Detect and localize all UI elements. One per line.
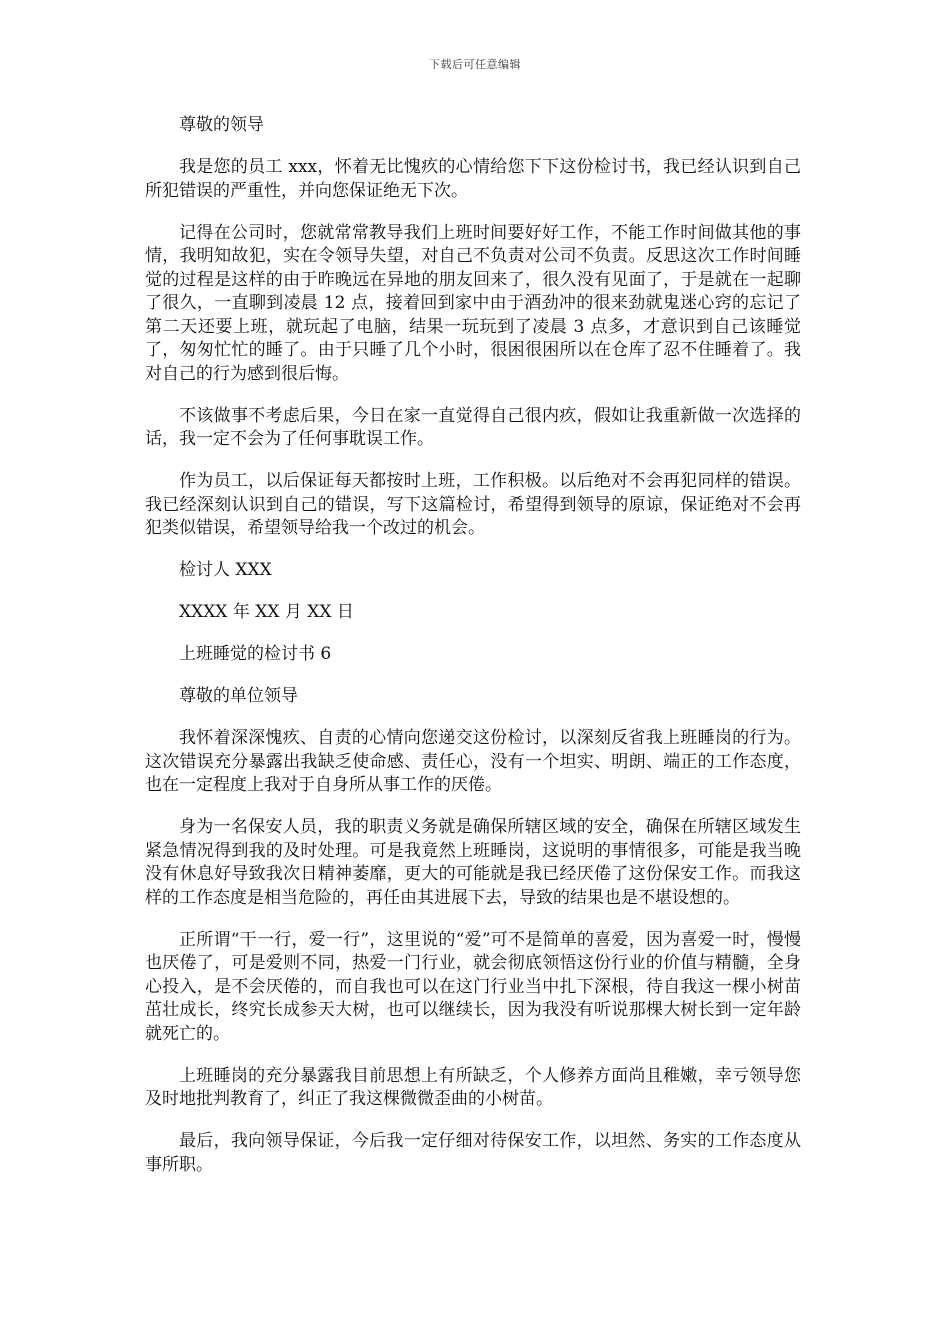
paragraph: 上班睡岗的充分暴露我目前思想上有所缺乏，个人修养方面尚且稚嫩，幸亏领导您及时地批判教育了，纠正了我这棵微微歪曲的小树苗。: [145, 1065, 801, 1109]
salutation: 尊敬的领导: [179, 115, 264, 135]
page-header: 下载后可任意编辑: [429, 58, 521, 71]
paragraph: 不该做事不考虑后果，今日在家一直觉得自己很内疚，假如让我重新做一次选择的话，我一定不会为了任何事耽误工作。: [145, 405, 801, 449]
paragraph: 我怀着深深愧疚、自责的心情向您递交这份检讨，以深刻反省我上班睡岗的行为。这次错误充分暴露出我缺乏使命感、责任心，没有一个坦实、明朗、端正的工作态度，也在一定程度上我对于自身所从事工作的厌倦。: [145, 728, 801, 795]
paragraph: 我是您的员工 xxx，怀着无比愧疚的心情给您下下这份检讨书，我已经认识到自己所犯错误的严重性，并向您保证绝无下次。: [145, 157, 801, 201]
paragraph: 最后，我向领导保证，今后我一定仔细对待保安工作，以坦然、务实的工作态度从事所职。: [145, 1131, 801, 1175]
salutation: 尊敬的单位领导: [179, 686, 298, 706]
paragraph: 身为一名保安人员，我的职责义务就是确保所辖区域的安全，确保在所辖区域发生紧急情况得到我的及时处理。可是我竟然上班睡岗，这说明的事情很多，可能是我当晚没有休息好导致我次日精神萎靡，更大的可能就是我已经厌倦了这份保安工作。而我这样的工作态度是相当危险的，再任由其进展下去，导致的结果也是不堪设想的。: [145, 817, 801, 908]
section-title: 上班睡觉的检讨书 6: [179, 644, 332, 664]
date-line: XXXX 年 XX 月 XX 日: [179, 602, 354, 622]
paragraph: 记得在公司时，您就常常教导我们上班时间要好好工作，不能工作时间做其他的事情，我明知故犯，实在令领导失望，对自己不负责对公司不负责。反思这次工作时间睡觉的过程是这样的由于昨晚远在异地的朋友回来了，很久没有见面了，于是就在一起聊了很久，一直聊到凌晨 12 点，接着回到家中由于酒劲冲的很来劲就鬼迷心窍的忘记了第二天还要上班，就玩起了电脑，结果一玩玩到了凌晨 3 点多，才意识到自己该睡觉了，匆匆忙忙的睡了。由于只睡了几个小时，很困很困所以在仓库了忍不住睡着了。我对自己的行为感到很后悔。: [145, 222, 801, 384]
document-body: [145, 114, 801, 1196]
paragraph: 作为员工，以后保证每天都按时上班，工作积极。以后绝对不会再犯同样的错误。我已经深刻认识到自己的错误，写下这篇检讨，希望得到领导的原谅，保证绝对不会再犯类似错误，希望领导给我一个改过的机会。: [145, 471, 801, 538]
signature-line: 检讨人 XXX: [179, 560, 272, 580]
paragraph: 正所谓“干一行，爱一行”，这里说的“爱”可不是简单的喜爱，因为喜爱一时，慢慢也厌倦了，可是爱则不同，热爱一门行业，就会彻底领悟这份行业的价值与精髓，全身心投入，是不会厌倦的，而自我也可以在这门行业当中扎下深根，待自我这一棵小树苗茁壮成长，终究长成参天大树，也可以继续长，因为我没有听说那棵大树长到一定年龄就死亡的。: [145, 929, 801, 1044]
